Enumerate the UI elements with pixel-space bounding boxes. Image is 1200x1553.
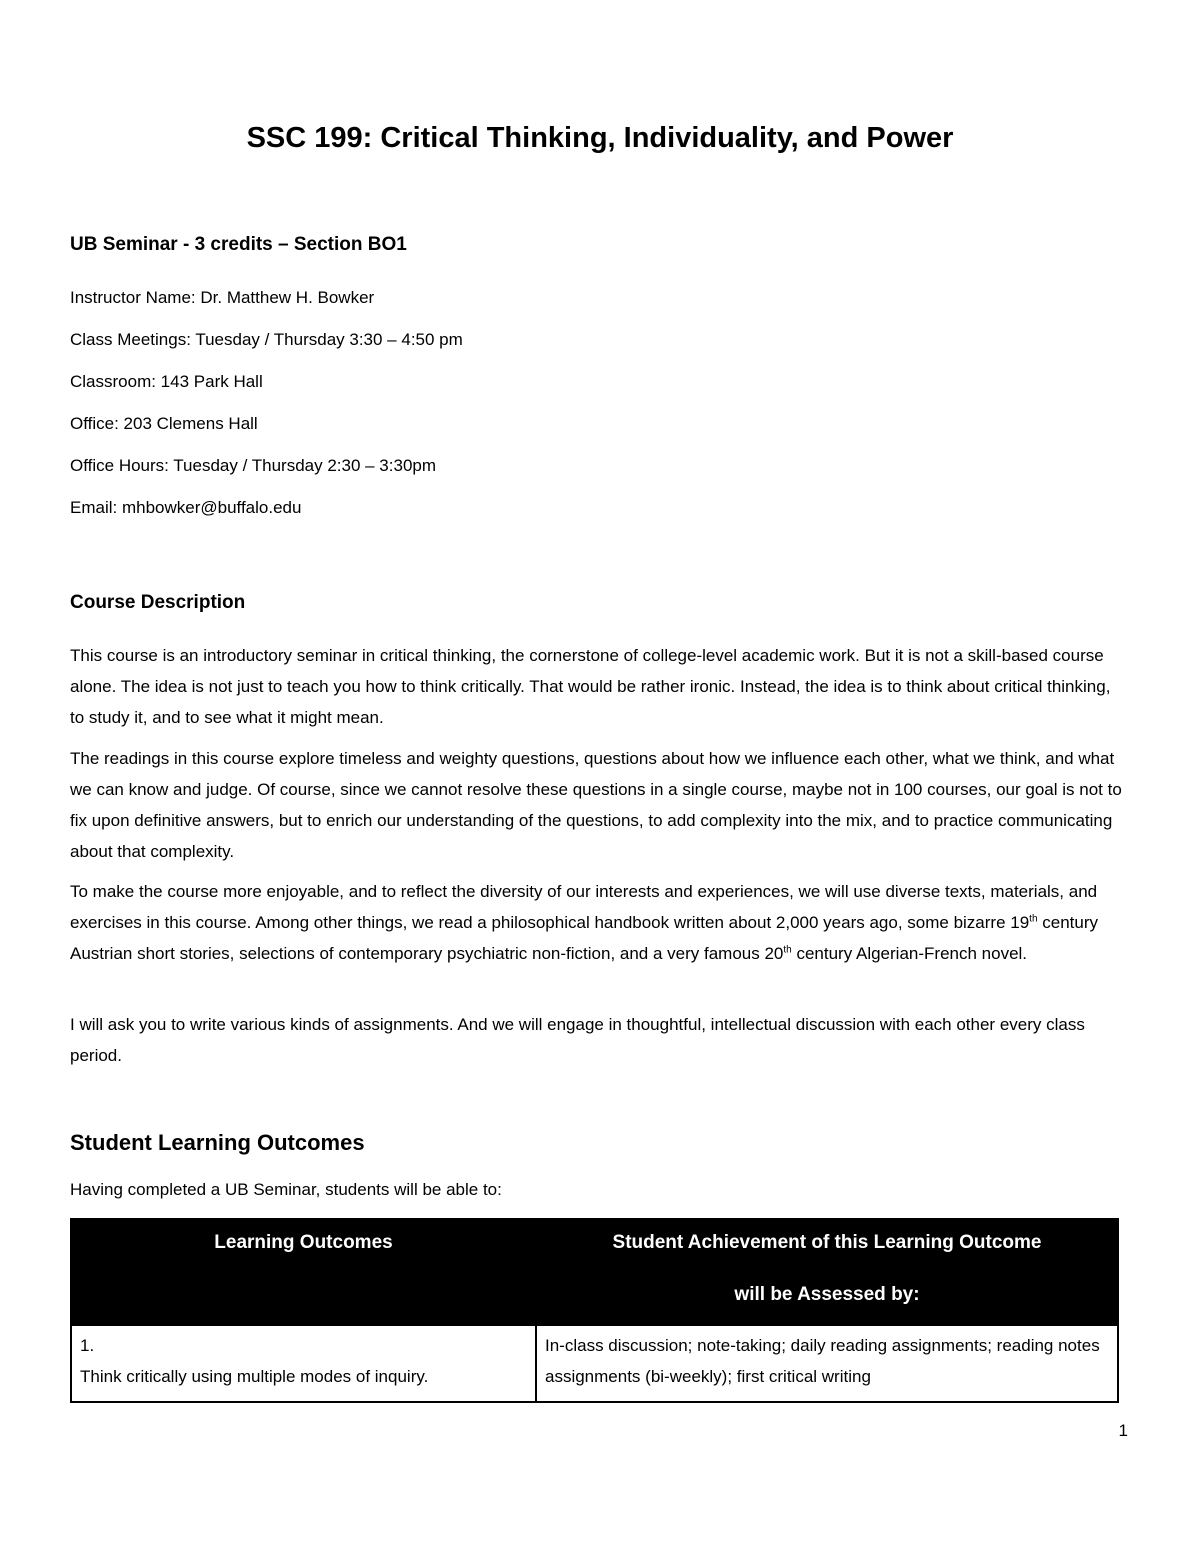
email: Email: mhbowker@buffalo.edu: [70, 498, 302, 517]
learning-outcomes-intro: Having completed a UB Seminar, students will be able to:: [70, 1180, 502, 1199]
course-description-heading: Course Description: [70, 592, 246, 613]
outcome-number: 1.: [80, 1336, 95, 1355]
office: Office: 203 Clemens Hall: [70, 414, 258, 433]
page-title: SSC 199: Critical Thinking, Individuality, and Power: [246, 122, 954, 154]
course-subtitle: UB Seminar - 3 credits – Section BO1: [70, 234, 407, 255]
description-paragraph-4: I will ask you to write various kinds of assignments. And we will engage in thoughtful, intellectual discussion with each other every class period.: [70, 1015, 1085, 1065]
description-paragraph-3: To make the course more enjoyable, and to reflect the diversity of our interests and experiences, we will use diverse texts, materials, and exercises in this course. Among other things, we read a philosophical handbook written about 2,000 years ago, some bizarre 19th century Austrian short stories, selections of contemporary psychiatric non-fiction, and a very famous 20th century Algerian-French novel.: [70, 882, 1098, 963]
description-paragraph-1: This course is an introductory seminar in critical thinking, the cornerstone of college-level academic work. But it is not a skill-based course alone. The idea is not just to teach you how to think critically. That would be rather ironic. Instead, the idea is to think about critical thinking, to study it, and to see what it might mean.: [70, 646, 1111, 727]
instructor-name: Instructor Name: Dr. Matthew H. Bowker: [70, 288, 375, 307]
table-header-row: [71, 1219, 1118, 1325]
assessment-cell: In-class discussion; note-taking; daily reading assignments; reading notes assignments (bi-weekly); first critical writing: [536, 1325, 1118, 1402]
office-hours: Office Hours: Tuesday / Thursday 2:30 – 3:30pm: [70, 456, 437, 475]
page-number: 1: [1118, 1421, 1128, 1440]
classroom: Classroom: 143 Park Hall: [70, 372, 263, 391]
column-header-outcomes: Learning Outcomes: [71, 1219, 536, 1325]
column-header-assessment: Student Achievement of this Learning Outcome will be Assessed by:: [536, 1219, 1118, 1325]
table-row: [71, 1325, 1118, 1402]
description-paragraph-2: The readings in this course explore timeless and weighty questions, questions about how we influence each other, what we think, and what we can know and judge. Of course, since we cannot resolve these questions in a single course, maybe not in 100 courses, our goal is not to fix upon definitive answers, but to enrich our understanding of the questions, to add complexity into the mix, and to practice communicating about that complexity.: [70, 749, 1122, 861]
outcome-text: Think critically using multiple modes of inquiry.: [80, 1367, 429, 1386]
learning-outcomes-table: [70, 1218, 1119, 1403]
outcome-cell: [71, 1325, 536, 1402]
class-meetings: Class Meetings: Tuesday / Thursday 3:30 – 4:50 pm: [70, 330, 463, 349]
learning-outcomes-heading: Student Learning Outcomes: [70, 1130, 365, 1155]
